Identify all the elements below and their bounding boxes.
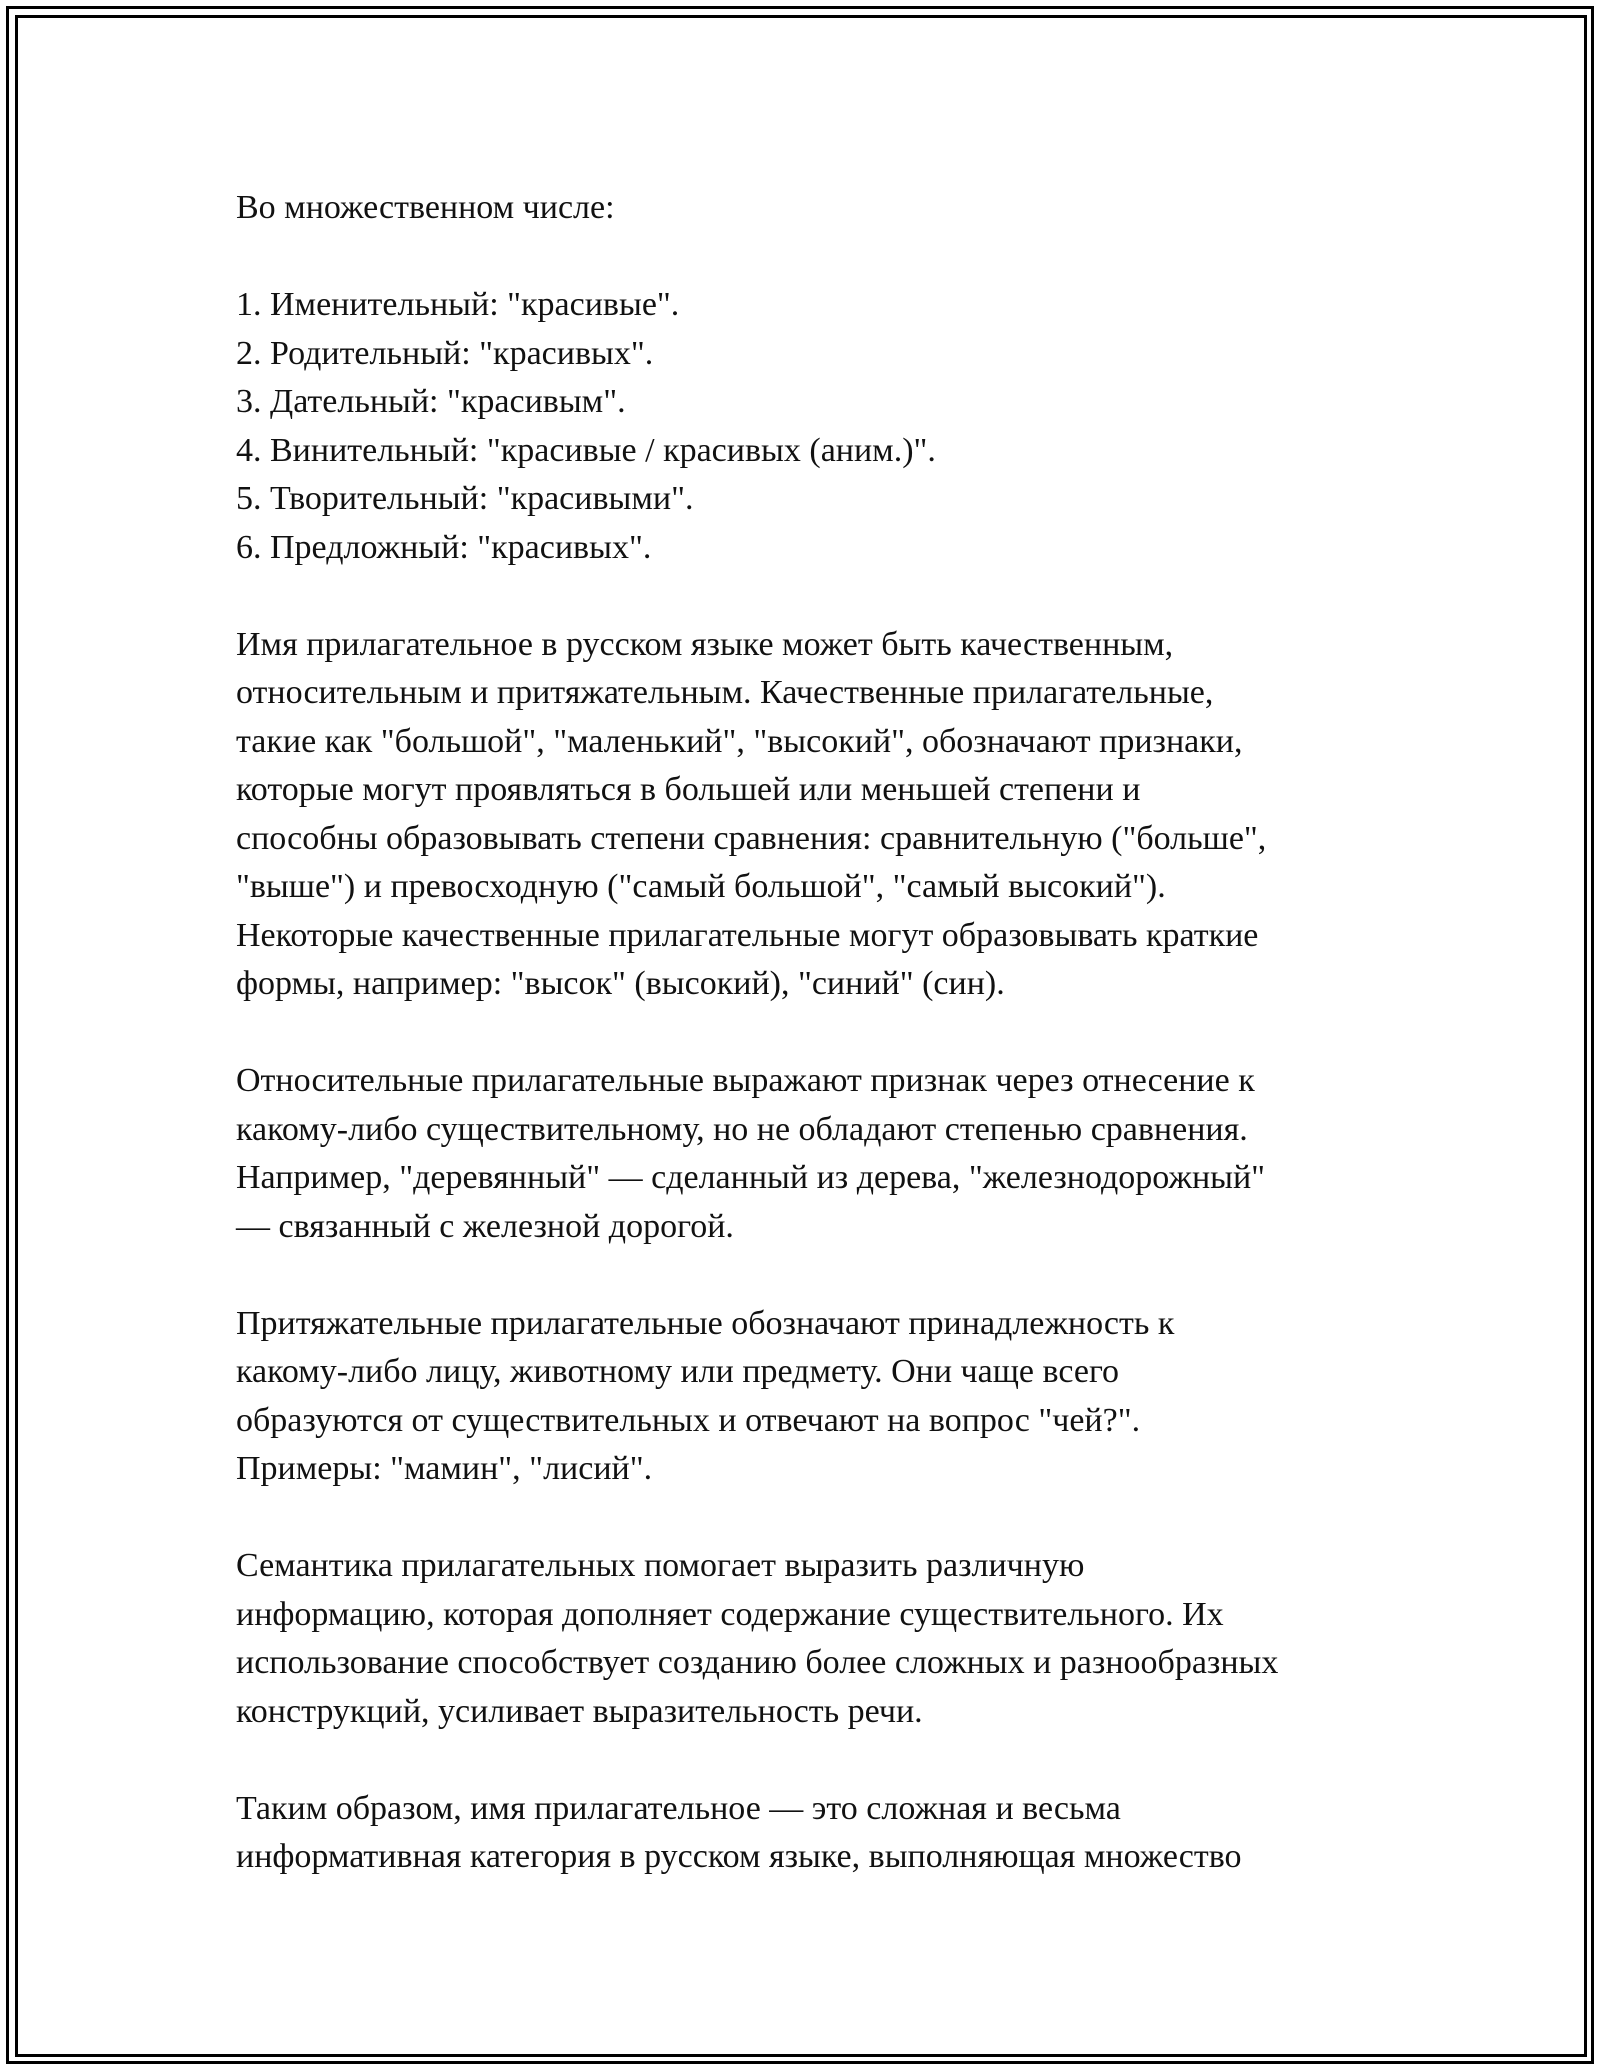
text-line: какому-либо лицу, животному или предмету. Они чаще всего (236, 1353, 1120, 1390)
text-line: Некоторые качественные прилагательные могут образовывать краткие (236, 916, 1259, 954)
spacer (236, 233, 1376, 282)
text-line: формы, например: "высок" (высокий), "синий" (син). (236, 965, 1005, 1002)
case-item: 2. Родительный: "красивых". (236, 334, 654, 372)
spacer (236, 1736, 1376, 1785)
text-line: образуются от существительных и отвечают на вопрос "чей?". (236, 1401, 1141, 1439)
text-line: способны образовывать степени сравнения: сравнительную ("больше", (236, 819, 1267, 857)
case-item: 5. Творительный: "красивыми". (236, 480, 694, 517)
case-item: 3. Дательный: "красивым". (236, 383, 626, 420)
text-line: — связанный с железной дорогой. (236, 1207, 734, 1245)
text-line: Семантика прилагательных помогает выразить различную (236, 1547, 1085, 1584)
text-line: "выше") и превосходную ("самый большой", "самый высокий"). (236, 868, 1166, 905)
case-list (236, 281, 1376, 572)
case-item: 4. Винительный: "красивые / красивых (аним.)". (236, 431, 936, 469)
spacer (236, 1009, 1376, 1058)
paragraph-possessive (236, 1300, 1376, 1494)
paragraph-qualitative (236, 621, 1376, 1009)
text-line: относительным и притяжательным. Качественные прилагательные, (236, 674, 1214, 711)
text-line: информативная категория в русском языке, выполняющая множество (236, 1838, 1242, 1875)
paragraph-relative (236, 1057, 1376, 1251)
text-line: Например, "деревянный" — сделанный из дерева, "железнодорожный" (236, 1159, 1266, 1196)
text-line: Относительные прилагательные выражают признак через отнесение к (236, 1062, 1255, 1099)
paragraph-semantics (236, 1542, 1376, 1736)
text-line: какому-либо существительному, но не обладают степенью сравнения. (236, 1110, 1248, 1148)
case-item: 1. Именительный: "красивые". (236, 286, 680, 323)
text-line: которые могут проявляться в большей или меньшей степени и (236, 771, 1141, 808)
text-line: Примеры: "мамин", "лисий". (236, 1450, 653, 1487)
spacer (236, 1494, 1376, 1543)
spacer (236, 572, 1376, 621)
text-line: Таким образом, имя прилагательное — это сложная и весьма (236, 1789, 1121, 1827)
text-line: использование способствует созданию более сложных и разнообразных (236, 1644, 1279, 1681)
text-line: конструкций, усиливает выразительность речи. (236, 1692, 923, 1730)
heading-line: Во множественном числе: (236, 189, 615, 226)
spacer (236, 1251, 1376, 1300)
case-item: 6. Предложный: "красивых". (236, 528, 652, 566)
section-heading (236, 184, 1376, 233)
document-body (236, 184, 1376, 1882)
text-line: информацию, которая дополняет содержание существительного. Их (236, 1595, 1224, 1633)
text-line: Имя прилагательное в русском языке может быть качественным, (236, 625, 1174, 663)
text-line: Притяжательные прилагательные обозначают принадлежность к (236, 1304, 1175, 1342)
paragraph-conclusion (236, 1785, 1376, 1882)
text-line: такие как "большой", "маленький", "высокий", обозначают признаки, (236, 722, 1243, 760)
